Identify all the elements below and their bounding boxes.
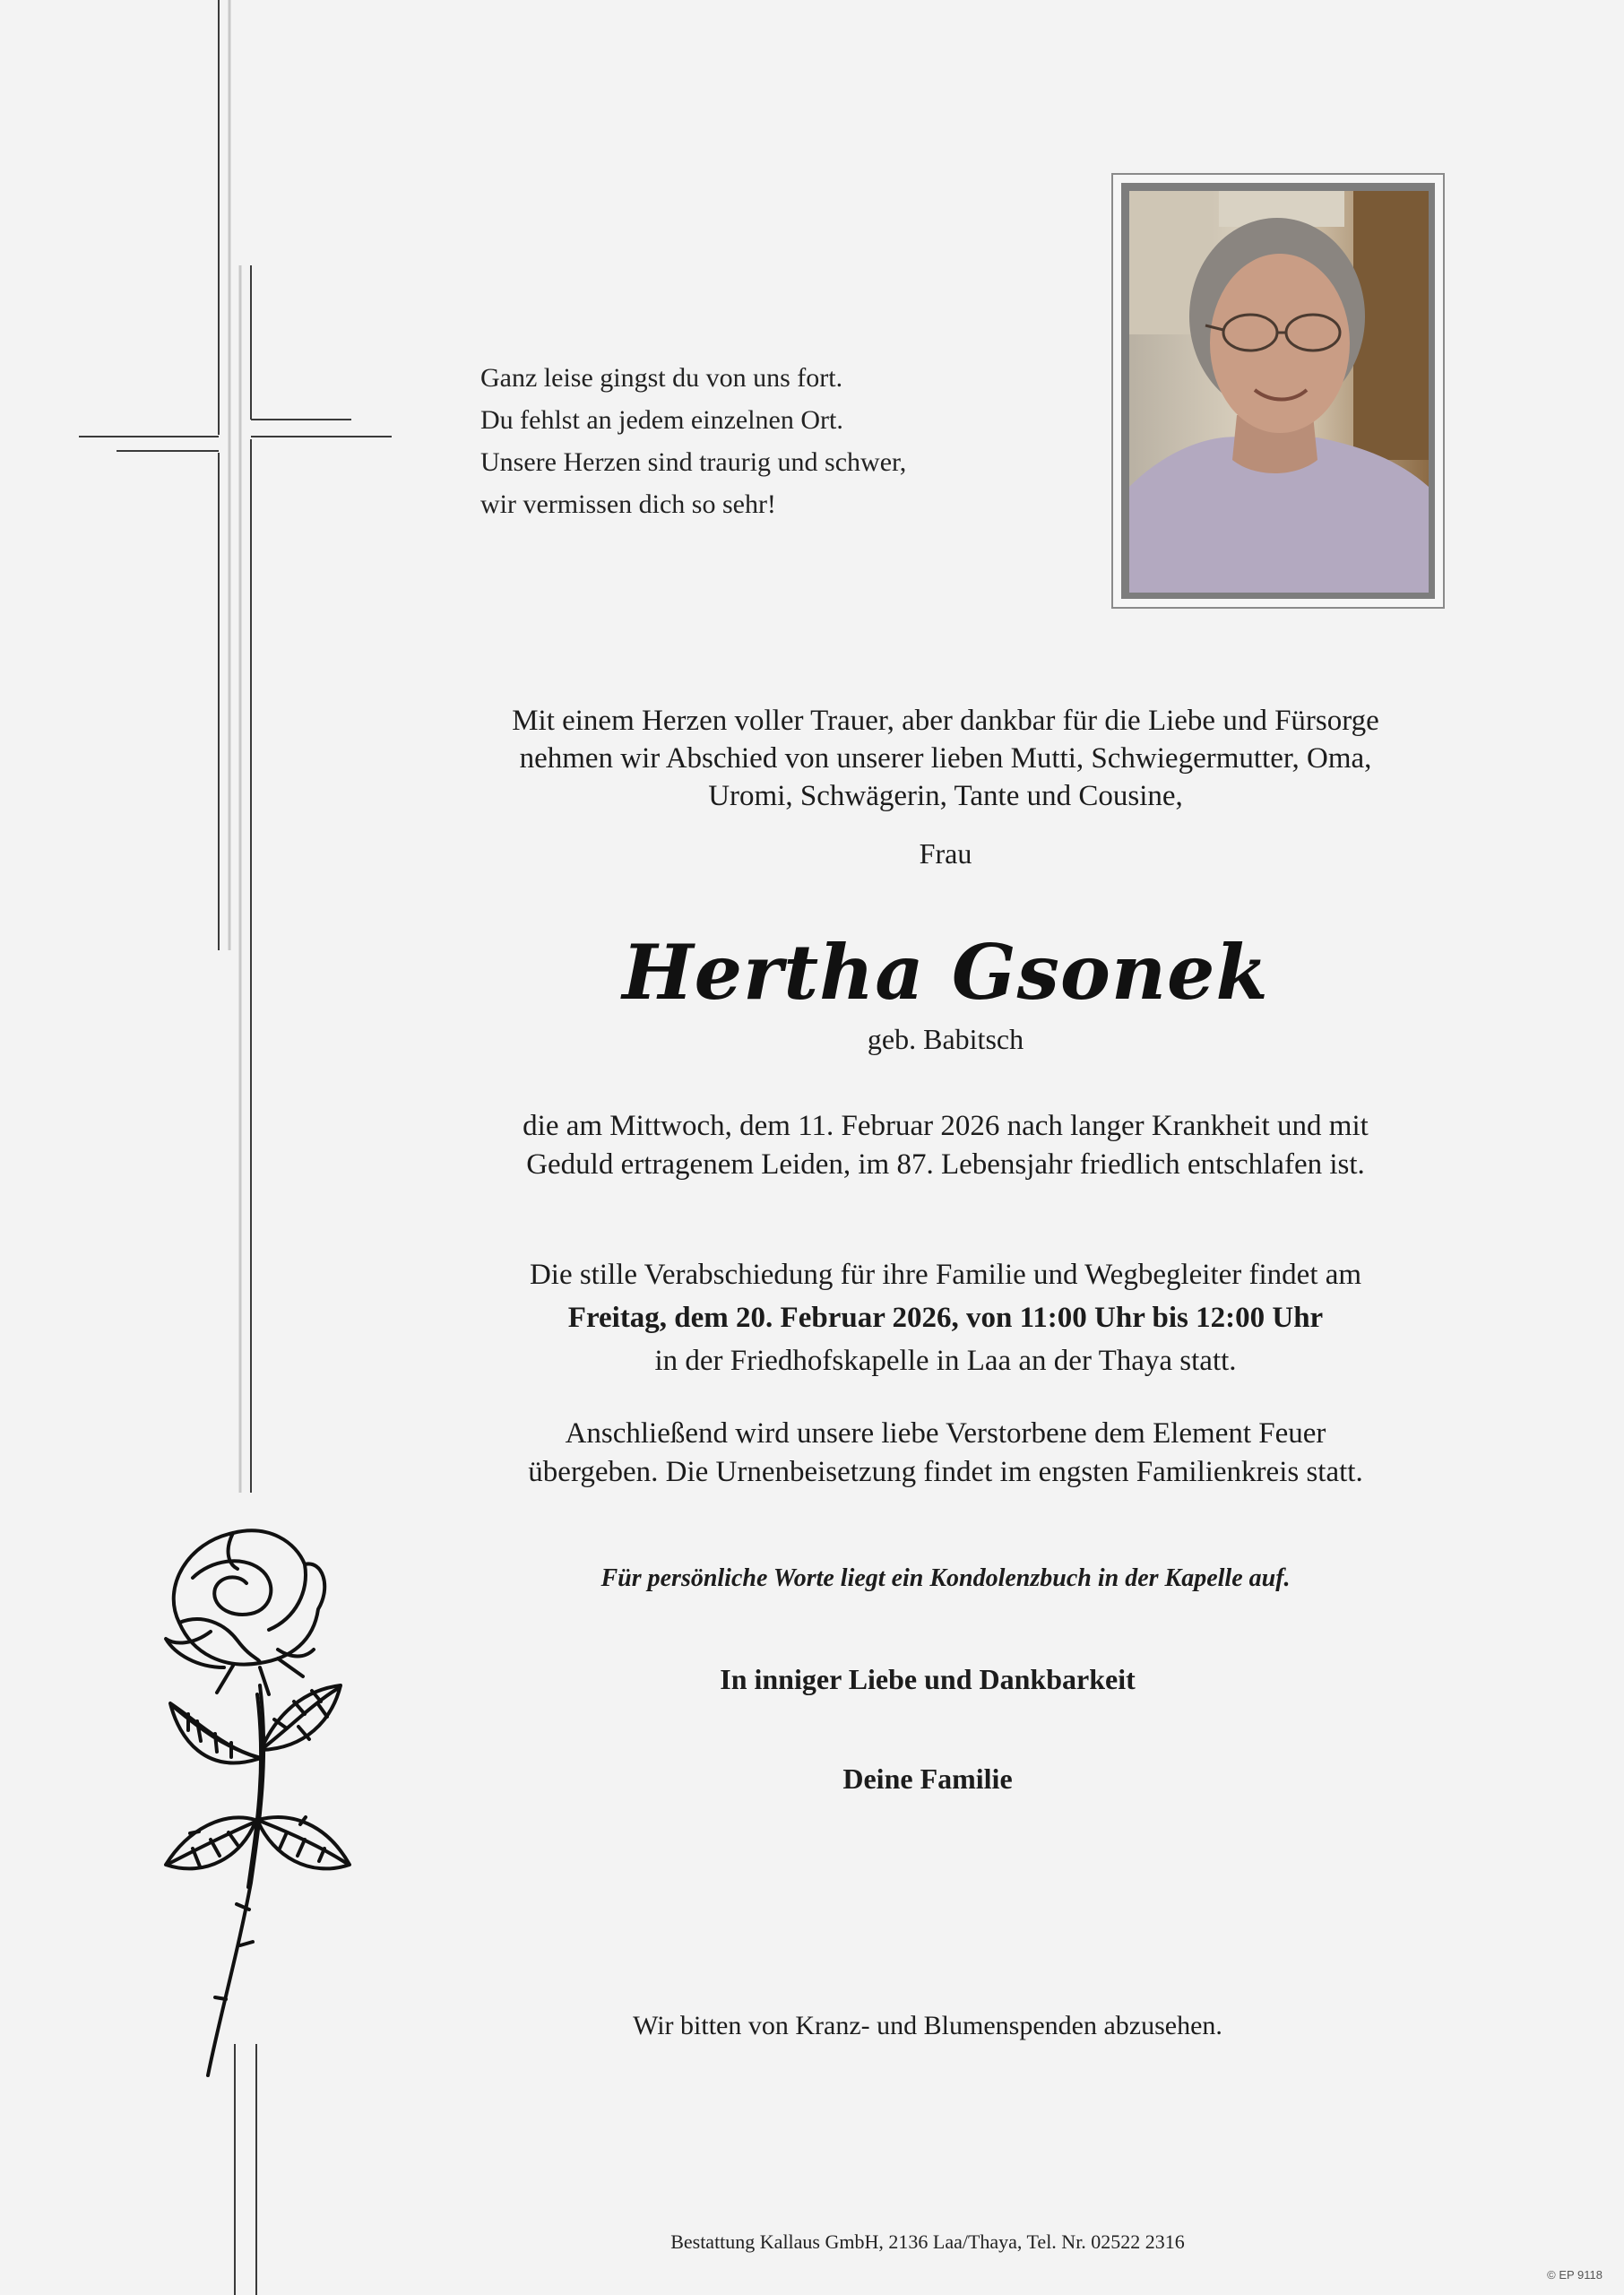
poem-line: Du fehlst an jedem einzelnen Ort. bbox=[480, 405, 843, 435]
farewell-location: in der Friedhofskapelle in Laa an der Thaya statt. bbox=[654, 1345, 1237, 1377]
poem-line: wir vermissen dich so sehr! bbox=[480, 489, 776, 519]
farewell-info bbox=[421, 1253, 1470, 1382]
death-notice-line: die am Mittwoch, dem 11. Februar 2026 nach langer Krankheit und mit bbox=[523, 1110, 1369, 1142]
poem-line: Unsere Herzen sind traurig und schwer, bbox=[480, 447, 907, 477]
cremation-info bbox=[421, 1415, 1470, 1492]
undertaker-info: Bestattung Kallaus GmbH, 2136 Laa/Thaya, Tel. Nr. 02522 2316 bbox=[670, 2230, 1185, 2253]
intro-text bbox=[421, 702, 1470, 815]
copyright-mark: © EP 9118 bbox=[1547, 2268, 1602, 2282]
closing-love: In inniger Liebe und Dankbarkeit bbox=[720, 1663, 1136, 1695]
condolence-book-note: Für persönliche Worte liegt ein Kondolenzbuch in der Kapelle auf. bbox=[600, 1564, 1291, 1592]
portrait-photo bbox=[1121, 183, 1435, 599]
cremation-line: übergeben. Die Urnenbeisetzung findet im engsten Familienkreis statt. bbox=[528, 1456, 1363, 1488]
deceased-name: Hertha Gsonek bbox=[622, 928, 1269, 1017]
poem bbox=[480, 357, 1054, 525]
death-notice-line: Geduld ertragenem Leiden, im 87. Lebensjahr friedlich entschlafen ist. bbox=[526, 1148, 1365, 1181]
intro-line: Mit einem Herzen voller Trauer, aber dankbar für die Liebe und Fürsorge bbox=[512, 705, 1379, 737]
farewell-line: Die stille Verabschiedung für ihre Familie und Wegbegleiter findet am bbox=[529, 1259, 1362, 1291]
poem-line: Ganz leise gingst du von uns fort. bbox=[480, 363, 843, 393]
salutation: Frau bbox=[919, 837, 972, 870]
cremation-line: Anschließend wird unsere liebe Verstorbene dem Element Feuer bbox=[565, 1417, 1326, 1450]
rose-icon bbox=[125, 1524, 403, 2089]
birth-name: geb. Babitsch bbox=[867, 1023, 1024, 1055]
portrait-frame bbox=[1111, 173, 1445, 609]
death-notice bbox=[421, 1107, 1470, 1184]
intro-line: Uromi, Schwägerin, Tante und Cousine, bbox=[708, 780, 1183, 812]
intro-line: nehmen wir Abschied von unserer lieben Mutti, Schwiegermutter, Oma, bbox=[519, 742, 1372, 775]
closing-family: Deine Familie bbox=[842, 1762, 1013, 1795]
flowers-note: Wir bitten von Kranz- und Blumenspenden abzusehen. bbox=[633, 2011, 1222, 2040]
farewell-date-time: Freitag, dem 20. Februar 2026, von 11:00 Uhr bis 12:00 Uhr bbox=[567, 1302, 1324, 1334]
